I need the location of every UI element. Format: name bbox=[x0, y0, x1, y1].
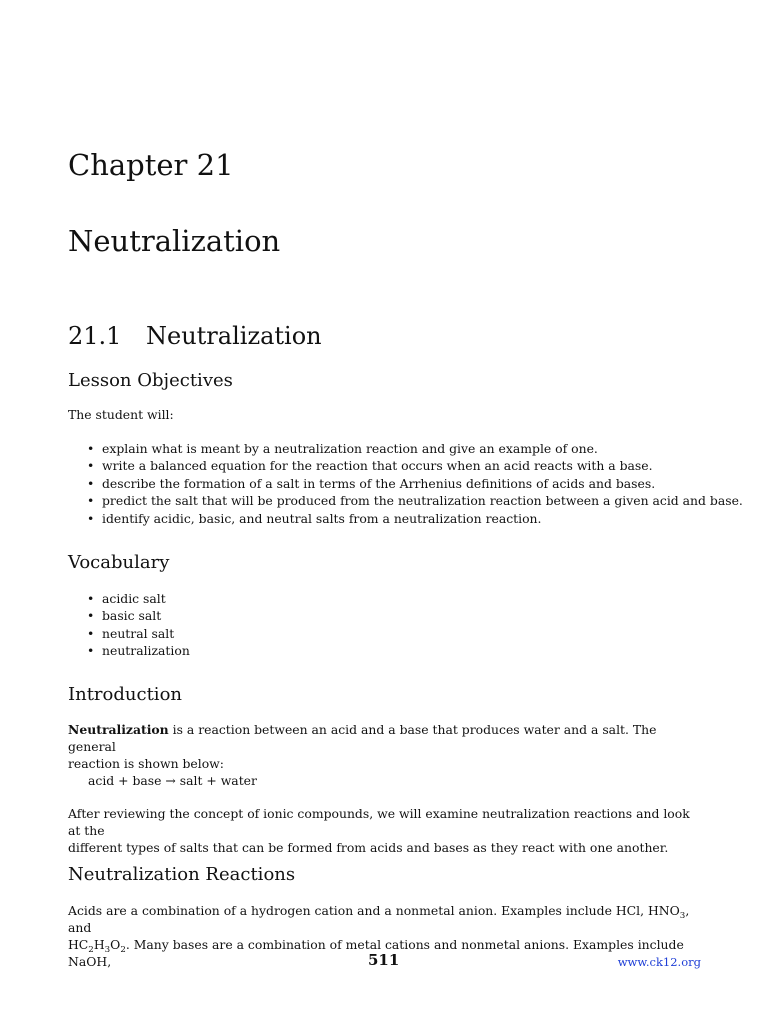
bullet-icon: • bbox=[87, 643, 95, 659]
section-number: 21.1 bbox=[68, 322, 122, 350]
introduction-heading: Introduction bbox=[68, 684, 182, 705]
vocabulary-list bbox=[68, 590, 742, 660]
list-item: • neutral salt bbox=[87, 625, 175, 641]
objectives-list bbox=[68, 440, 742, 527]
general-equation: acid + base → salt + water bbox=[88, 773, 257, 788]
bullet-icon: • bbox=[87, 493, 95, 509]
section-name: Neutralization bbox=[146, 322, 322, 350]
neutralization-reactions-heading: Neutralization Reactions bbox=[68, 864, 296, 885]
chapter-label: Chapter 21 bbox=[68, 148, 234, 182]
list-item: • neutralization bbox=[87, 643, 190, 659]
section-title bbox=[68, 322, 322, 350]
list-item: • describe the formation of a salt in terms of the Arrhenius definitions of acids and bases. bbox=[87, 475, 656, 491]
bullet-icon: • bbox=[87, 625, 95, 641]
bullet-icon: • bbox=[87, 510, 95, 526]
vocabulary-heading: Vocabulary bbox=[68, 552, 170, 573]
objectives-intro: The student will: bbox=[68, 407, 174, 422]
introduction-paragraph: After reviewing the concept of ionic compounds, we will examine neutralization reactions and look at the different types of salts that can be formed from acids and bases as they react with one another. bbox=[68, 806, 690, 855]
document-page bbox=[68, 0, 743, 1024]
list-item: • write a balanced equation for the reaction that occurs when an acid reacts with a base. bbox=[87, 458, 653, 474]
introduction-definition: Neutralization is a reaction between an acid and a base that produces water and a salt. The general reaction is shown below: bbox=[68, 722, 657, 771]
reactions-paragraph: Acids are a combination of a hydrogen cation and a nonmetal anion. Examples include HCl, $HNO_3$, and $HC_2H_3O_2$. Many bases are a combination of metal cations and nonmetal anions. Examples include NaOH, bbox=[68, 903, 690, 969]
page-number: 511 bbox=[368, 951, 400, 969]
list-item: • acidic salt bbox=[87, 591, 166, 606]
key-term: Neutralization bbox=[68, 722, 169, 737]
bullet-icon: • bbox=[87, 441, 95, 456]
bullet-icon: • bbox=[87, 475, 95, 491]
list-item: • explain what is meant by a neutralization reaction and give an example of one. bbox=[87, 441, 598, 456]
site-link[interactable]: www.ck12.org bbox=[617, 955, 701, 969]
list-item: • basic salt bbox=[87, 608, 162, 624]
chapter-title: Neutralization bbox=[68, 224, 281, 258]
bullet-icon: • bbox=[87, 591, 95, 606]
bullet-icon: • bbox=[87, 458, 95, 474]
list-item: • identify acidic, basic, and neutral salts from a neutralization reaction. bbox=[87, 510, 542, 526]
list-item: • predict the salt that will be produced from the neutralization reaction between a given acid and base. bbox=[87, 493, 743, 509]
bullet-icon: • bbox=[87, 608, 95, 624]
lesson-objectives-heading: Lesson Objectives bbox=[68, 370, 233, 391]
